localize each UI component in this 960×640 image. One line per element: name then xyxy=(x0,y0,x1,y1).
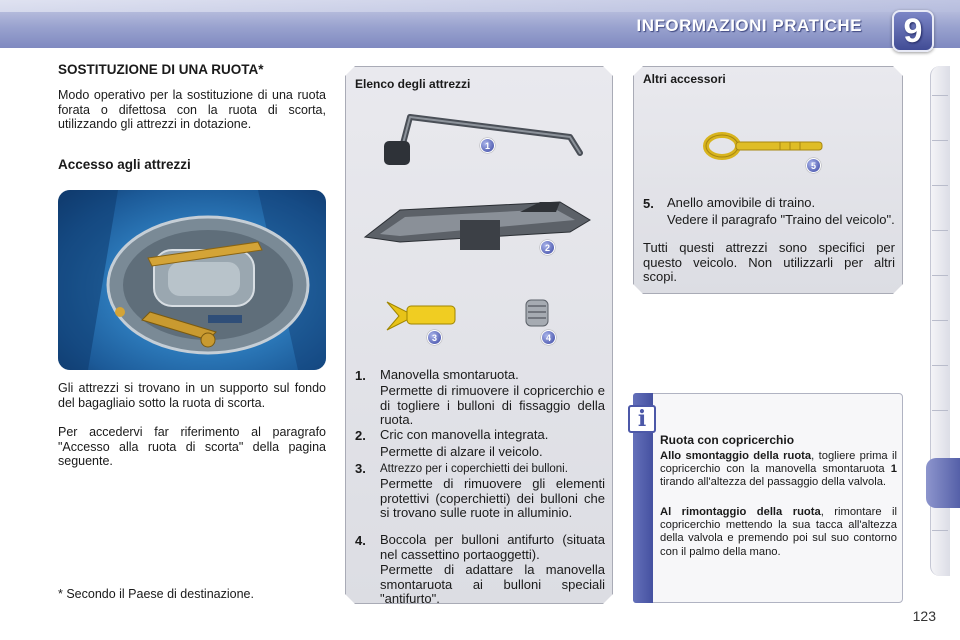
tool-desc-3: Permette di rimuovere gli elementi protettivi (coperchietti) dei bulloni che si trovano sulle ruote in alluminio. xyxy=(380,476,605,520)
trunk-photo xyxy=(58,190,326,370)
section-subtitle: Accesso agli attrezzi xyxy=(58,157,191,172)
trunk-illustration xyxy=(58,190,326,370)
bolt-cap-tool-illustration xyxy=(385,298,460,333)
accessory-badge-5: 5 xyxy=(806,158,821,173)
info-box-title: Ruota con copricerchio xyxy=(660,433,795,447)
tools-panel-title: Elenco degli attrezzi xyxy=(355,77,471,91)
tab-divider xyxy=(932,185,948,186)
info-dismount-text-a: , togliere prima il copricerchio con la manovella smontaruota xyxy=(660,450,898,476)
section-header-title: INFORMAZIONI PRATICHE xyxy=(636,16,862,35)
chapter-number: 9 xyxy=(903,12,923,50)
tool-name-2: Cric con manovella integrata. xyxy=(380,427,549,442)
access-reference-paragraph: Per accedervi far riferimento al paragrafo "Accesso alla ruota di scorta" della pagina seguente. xyxy=(58,425,326,468)
tools-location-paragraph: Gli attrezzi si trovano in un supporto sul fondo del bagagliaio sotto la ruota di scorta. xyxy=(58,381,326,410)
info-tool-ref: 1 xyxy=(890,463,897,476)
accessories-note: Tutti questi attrezzi sono specifici per questo veicolo. Non utilizzarli per altri scopi. xyxy=(643,240,895,284)
tab-divider xyxy=(932,365,948,366)
accessory-name-5: Anello amovibile di traino. xyxy=(667,195,816,210)
tool-name-1: Manovella smontaruota. xyxy=(380,367,519,382)
intro-paragraph: Modo operativo per la sostituzione di una ruota forata o difettosa con la ruota di scorta, utilizzando gli attrezzi in dotazione. xyxy=(58,88,326,131)
info-dismount-lead: Allo smontaggio della ruota xyxy=(660,450,812,462)
tool-desc-2: Permette di alzare il veicolo. xyxy=(380,444,543,459)
tool-desc-4: Permette di adattare la manovella smontaruota ai bulloni speciali "antifurto". xyxy=(380,562,605,606)
tab-divider xyxy=(932,320,948,321)
accessory-number-5: 5. xyxy=(643,196,654,211)
tool-number-1: 1. xyxy=(355,368,366,383)
tool-name-3: Attrezzo per i coperchietti dei bulloni. xyxy=(380,463,568,475)
tool-number-4: 4. xyxy=(355,533,366,548)
tool-desc-1: Permette di rimuovere il copricerchio e di togliere i bulloni di fissaggio della ruota. xyxy=(380,383,605,427)
tool-number-2: 2. xyxy=(355,428,366,443)
wheel-brace-illustration xyxy=(370,105,590,175)
tab-divider xyxy=(932,140,948,141)
tab-divider xyxy=(932,95,948,96)
info-remount-text: , rimontare il copricerchio mettendo la sua tacca all'altezza della valvola e premendo poi sul suo contorno con il palmo della mano. xyxy=(660,506,897,558)
tool-badge-2: 2 xyxy=(540,240,555,255)
info-box xyxy=(633,393,903,603)
tool-badge-3: 3 xyxy=(427,330,442,345)
tool-number-3: 3. xyxy=(355,461,366,476)
anti-theft-socket-illustration xyxy=(518,296,558,332)
accessories-panel-title: Altri accessori xyxy=(643,72,726,86)
tab-divider xyxy=(932,230,948,231)
tool-badge-1: 1 xyxy=(480,138,495,153)
info-remount-lead: Al rimontaggio della ruota xyxy=(660,506,821,518)
info-dismount-text-b: tirando all'altezza del passaggio della valvola. xyxy=(660,476,887,489)
tool-name-4: Boccola per bulloni antifurto (situata nel cassettino portaoggetti). xyxy=(380,532,605,562)
header-shade xyxy=(0,0,960,12)
accessory-reference: Vedere il paragrafo "Traino del veicolo". xyxy=(667,212,895,227)
info-icon: i xyxy=(628,405,656,433)
info-remount-paragraph xyxy=(660,506,897,559)
jack-illustration xyxy=(360,192,600,262)
page-title: SOSTITUZIONE DI UNA RUOTA* xyxy=(58,62,264,77)
active-chapter-tab[interactable] xyxy=(926,458,960,508)
page-number: 123 xyxy=(912,608,936,624)
tab-divider xyxy=(932,410,948,411)
info-dismount-paragraph xyxy=(660,450,897,490)
tab-divider xyxy=(932,530,948,531)
footnote: * Secondo il Paese di destinazione. xyxy=(58,587,254,601)
tool-badge-4: 4 xyxy=(541,330,556,345)
tab-divider xyxy=(932,275,948,276)
